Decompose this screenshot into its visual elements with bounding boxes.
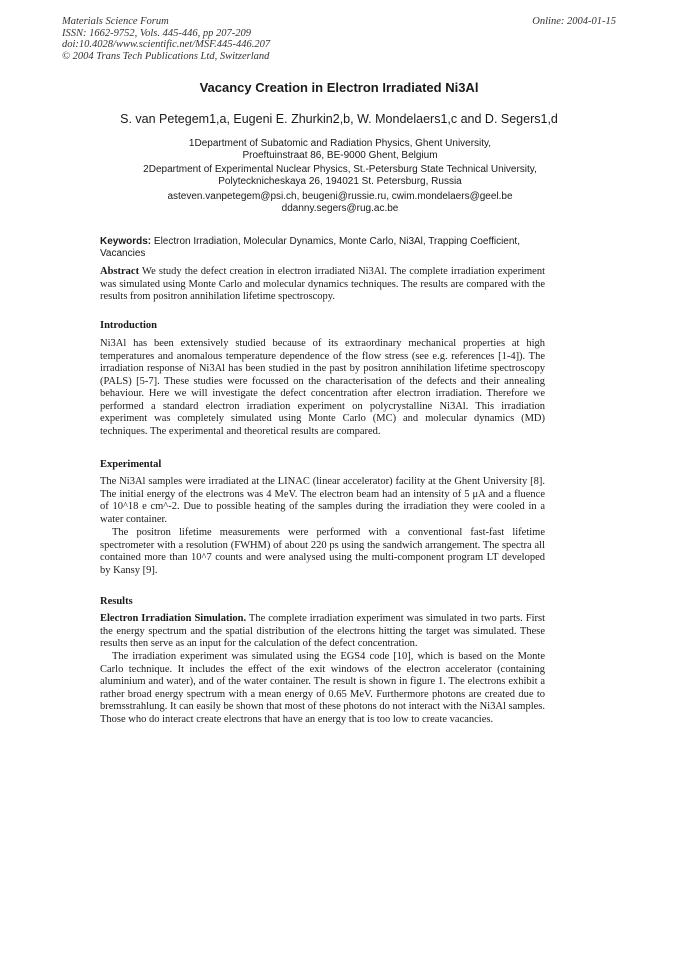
keywords	[100, 236, 540, 260]
affiliation-2	[60, 164, 620, 188]
affiliation-line: Polytecknicheskaya 26, 194021 St. Petersburg, Russia	[218, 176, 462, 187]
results-subheading: Electron Irradiation Simulation.	[100, 613, 247, 624]
experimental-heading: Experimental	[100, 459, 162, 470]
author-list: S. van Petegem1,a, Eugeni E. Zhurkin2,b, W. Mondelaers1,c and D. Segers1,d	[120, 112, 558, 126]
email-line[interactable]: asteven.vanpetegem@psi.ch, beugeni@russie.ru, cwim.mondelaers@geel.be	[167, 191, 513, 202]
results-text-1: The complete irradiation experiment was simulated in two parts. First the energy spectrum and the spatial distribution of the electrons hitting the target was simulated. These results then serve as an input for the calculation of the defect concentration.	[100, 613, 546, 649]
results-heading: Results	[100, 596, 133, 607]
keywords-label: Keywords:	[100, 236, 152, 247]
journal-name: Materials Science Forum	[62, 16, 169, 27]
keywords-text: Electron Irradiation, Molecular Dynamics, Monte Carlo, Ni3Al, Trapping Coefficient, Vacancies	[100, 236, 520, 259]
affiliation-1	[60, 138, 620, 162]
experimental-paragraph-1: The Ni3Al samples were irradiated at the LINAC (linear accelerator) facility at the Ghent University [8]. The initial energy of the electrons was 4 MeV. The electron beam had an intensity of 5 μA and a fluence of 10^18 e cm^-2. Due to possible heating of the samples during the irradiation they were cooled in a water container.	[100, 476, 545, 525]
results-paragraph-2: The irradiation experiment was simulated using the EGS4 code [10], which is based on the Monte Carlo technique. It includes the effect of the exit windows of the electron accelerator (containing aluminium and water), and of the water container. The result is shown in figure 1. The electrons exhibit a rather broad energy spectrum with a mean energy of 0.65 MeV. Furthermore photons are created due to bremsstrahlung. It can easily be shown that most of these photons do not interact with the Ni3Al samples. Those who do interact create electrons that have an energy that is too low to create vacancies.	[100, 651, 545, 725]
issn-line: ISSN: 1662-9752, Vols. 445-446, pp 207-209	[62, 27, 251, 39]
copyright-line: © 2004 Trans Tech Publications Ltd, Switzerland	[62, 50, 270, 62]
affiliation-line: 1Department of Subatomic and Radiation Physics, Ghent University,	[188, 138, 492, 149]
email-block	[60, 191, 620, 215]
online-date: Online: 2004-01-15	[532, 16, 616, 27]
experimental-paragraph-2: The positron lifetime measurements were performed with a conventional fast-fast lifetime spectrometer with a resolution (FWHM) of about 220 ps using the sandwich arrangement. The spectra all contained more than 10^7 counts and were analysed using the multi-component program LT developed by Kansy [9].	[100, 527, 545, 576]
abstract-text: We study the defect creation in electron irradiated Ni3Al. The complete irradiation experiment was simulated using Monte Carlo and molecular dynamics techniques. The results are compared with the results from positron annihilation lifetime spectroscopy.	[100, 266, 546, 302]
publication-header	[62, 16, 270, 62]
affiliation-line: Proeftuinstraat 86, BE-9000 Ghent, Belgium	[242, 150, 438, 161]
paper-title: Vacancy Creation in Electron Irradiated Ni3Al	[199, 80, 479, 95]
introduction-heading: Introduction	[100, 320, 157, 331]
introduction-text: Ni3Al has been extensively studied because of its extraordinary mechanical properties at high temperatures and anomalous temperature dependence of the flow stress (see e.g. references [1-4]). The irradiation response of Ni3Al has been studied in the past by positron annihilation lifetime spectroscopy (PALS) [5-7]. These studies were focussed on the characterisation of the defects and their annealing behaviour. Here we will investigate the defect concentration after electron irradiation. Therefore we performed a standard electron irradiation experiment on polycrystalline Ni3Al. This irradiation experiment was completely simulated using Monte Carlo (MC) and molecular dynamics (MD) techniques. The experimental and theoretical results are compared.	[100, 338, 545, 437]
email-line[interactable]: ddanny.segers@rug.ac.be	[281, 203, 399, 214]
abstract	[100, 266, 545, 304]
results-paragraph-1	[100, 613, 545, 651]
doi-line[interactable]: doi:10.4028/www.scientific.net/MSF.445-446.207	[62, 39, 271, 50]
abstract-label: Abstract	[100, 266, 140, 277]
affiliation-line: 2Department of Experimental Nuclear Physics, St.-Petersburg State Technical University,	[143, 164, 537, 175]
